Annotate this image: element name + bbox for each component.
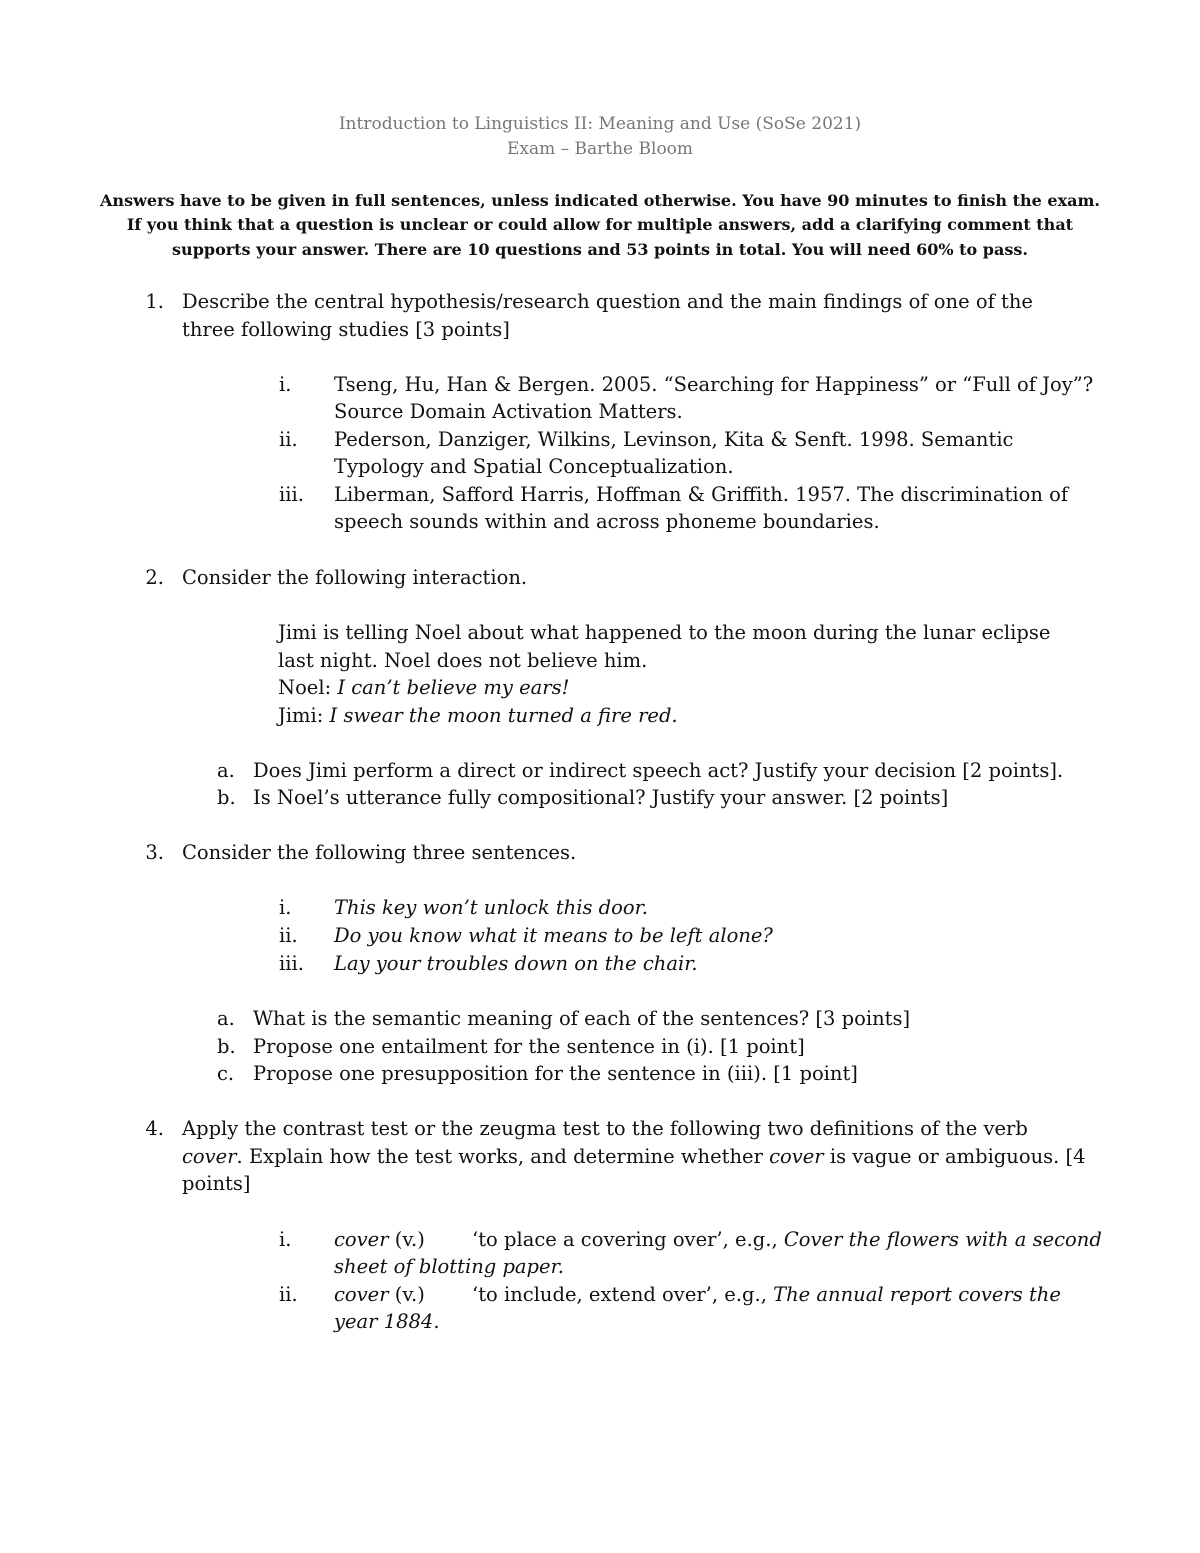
question-4-number: 4.	[145, 1117, 164, 1140]
q1-item-1-line-1: Tseng, Hu, Han & Bergen. 2005. “Searching for Happiness” or “Full of Joy”?	[334, 373, 1094, 396]
q3-sub-c-marker: c.	[217, 1062, 235, 1085]
question-4-line-2-text: . Explain how the test works, and determine whether	[236, 1145, 770, 1168]
q3-sub-c-text: Propose one presupposition for the sentence in (iii). [1 point]	[253, 1062, 858, 1085]
q1-item-2-line-2: Typology and Spatial Conceptualization.	[334, 455, 734, 478]
q2-dialogue-jimi	[278, 704, 678, 727]
def-2-gloss-text: ‘to include, extend over’, e.g.,	[472, 1283, 774, 1306]
q1-item-3-line-1: Liberman, Safford Harris, Hoffman & Griffith. 1957. The discrimination of	[334, 483, 1069, 506]
term-cover: cover	[769, 1145, 824, 1168]
q4-def-2-headword	[334, 1283, 425, 1306]
q4-def-2-marker: ii.	[279, 1283, 298, 1306]
question-1-number: 1.	[145, 290, 164, 313]
q1-item-1-marker: i.	[279, 373, 292, 396]
q1-item-3-marker: iii.	[279, 483, 304, 506]
question-3-prompt: Consider the following three sentences.	[182, 841, 577, 864]
utterance-jimi: I swear the moon turned a fire red.	[323, 704, 678, 727]
question-4-line-2-end: is vague or ambiguous. [4	[823, 1145, 1086, 1168]
q3-item-1-marker: i.	[279, 896, 292, 919]
speaker-noel: Noel:	[278, 676, 332, 699]
q3-sub-b-text: Propose one entailment for the sentence in (i). [1 point]	[253, 1035, 805, 1058]
def-2-example: The annual report covers the	[773, 1283, 1061, 1306]
exam-title: Introduction to Linguistics II: Meaning and Use (SoSe 2021)	[338, 114, 862, 134]
q2-sub-b-marker: b.	[217, 786, 236, 809]
question-2-prompt: Consider the following interaction.	[182, 566, 528, 589]
q3-sub-a-marker: a.	[217, 1007, 235, 1030]
q4-def-2-example-cont: year 1884.	[334, 1310, 440, 1333]
question-2-number: 2.	[145, 566, 164, 589]
q3-sub-b-marker: b.	[217, 1035, 236, 1058]
q2-dialogue-noel	[278, 676, 569, 699]
q4-def-2-gloss	[472, 1283, 1061, 1306]
question-4-line-1: Apply the contrast test or the zeugma test to the following two definitions of the verb	[182, 1117, 1028, 1140]
q2-sub-a-text: Does Jimi perform a direct or indirect speech act? Justify your decision [2 points].	[253, 759, 1064, 782]
speaker-jimi: Jimi:	[278, 704, 324, 727]
exam-subtitle: Exam – Barthe Bloom	[506, 139, 694, 159]
question-1-line-1: Describe the central hypothesis/research question and the main findings of one of the	[182, 290, 1033, 313]
def-1-word: cover	[334, 1228, 389, 1251]
q2-context-line-2: last night. Noel does not believe him.	[278, 649, 648, 672]
question-3-number: 3.	[145, 841, 164, 864]
q3-item-3-text: Lay your troubles down on the chair.	[334, 952, 698, 975]
q2-sub-a-marker: a.	[217, 759, 235, 782]
q4-def-1-gloss	[472, 1228, 1102, 1251]
q3-item-3-marker: iii.	[279, 952, 304, 975]
q2-sub-b-text: Is Noel’s utterance fully compositional? Justify your answer. [2 points]	[253, 786, 949, 809]
q1-item-2-line-1: Pederson, Danziger, Wilkins, Levinson, Kita & Senft. 1998. Semantic	[334, 428, 1014, 451]
def-1-example: Cover the flowers with a second	[783, 1228, 1102, 1251]
question-4-line-3: points]	[182, 1172, 251, 1195]
def-2-pos: (v.)	[388, 1283, 425, 1306]
q1-item-3-line-2: speech sounds within and across phoneme boundaries.	[334, 510, 880, 533]
q4-def-1-example-cont: sheet of blotting paper.	[334, 1255, 564, 1278]
def-1-gloss-text: ‘to place a covering over’, e.g.,	[472, 1228, 784, 1251]
q2-context-line-1: Jimi is telling Noel about what happened to the moon during the lunar eclipse	[278, 621, 1051, 644]
q1-item-1-line-2: Source Domain Activation Matters.	[334, 400, 683, 423]
q1-item-2-marker: ii.	[279, 428, 298, 451]
q4-def-1-marker: i.	[279, 1228, 292, 1251]
instructions-line-3: supports your answer. There are 10 questions and 53 points in total. You will need 60% to pass.	[172, 240, 1028, 259]
q3-item-2-text: Do you know what it means to be left alone?	[334, 924, 773, 947]
q4-def-1-headword	[334, 1228, 425, 1251]
instructions-line-2: If you think that a question is unclear or could allow for multiple answers, add a clarifying comment that	[126, 215, 1074, 234]
q3-sub-a-text: What is the semantic meaning of each of the sentences? [3 points]	[253, 1007, 911, 1030]
def-1-pos: (v.)	[388, 1228, 425, 1251]
term-cover: cover	[182, 1145, 237, 1168]
question-1-line-2: three following studies [3 points]	[182, 318, 510, 341]
q3-item-2-marker: ii.	[279, 924, 298, 947]
q3-item-1-text: This key won’t unlock this door.	[334, 896, 649, 919]
utterance-noel: I can’t believe my ears!	[331, 676, 570, 699]
instructions-line-1: Answers have to be given in full sentences, unless indicated otherwise. You have 90 minutes to finish the exam.	[100, 191, 1100, 210]
question-4-line-2	[182, 1145, 1086, 1168]
def-2-word: cover	[334, 1283, 389, 1306]
